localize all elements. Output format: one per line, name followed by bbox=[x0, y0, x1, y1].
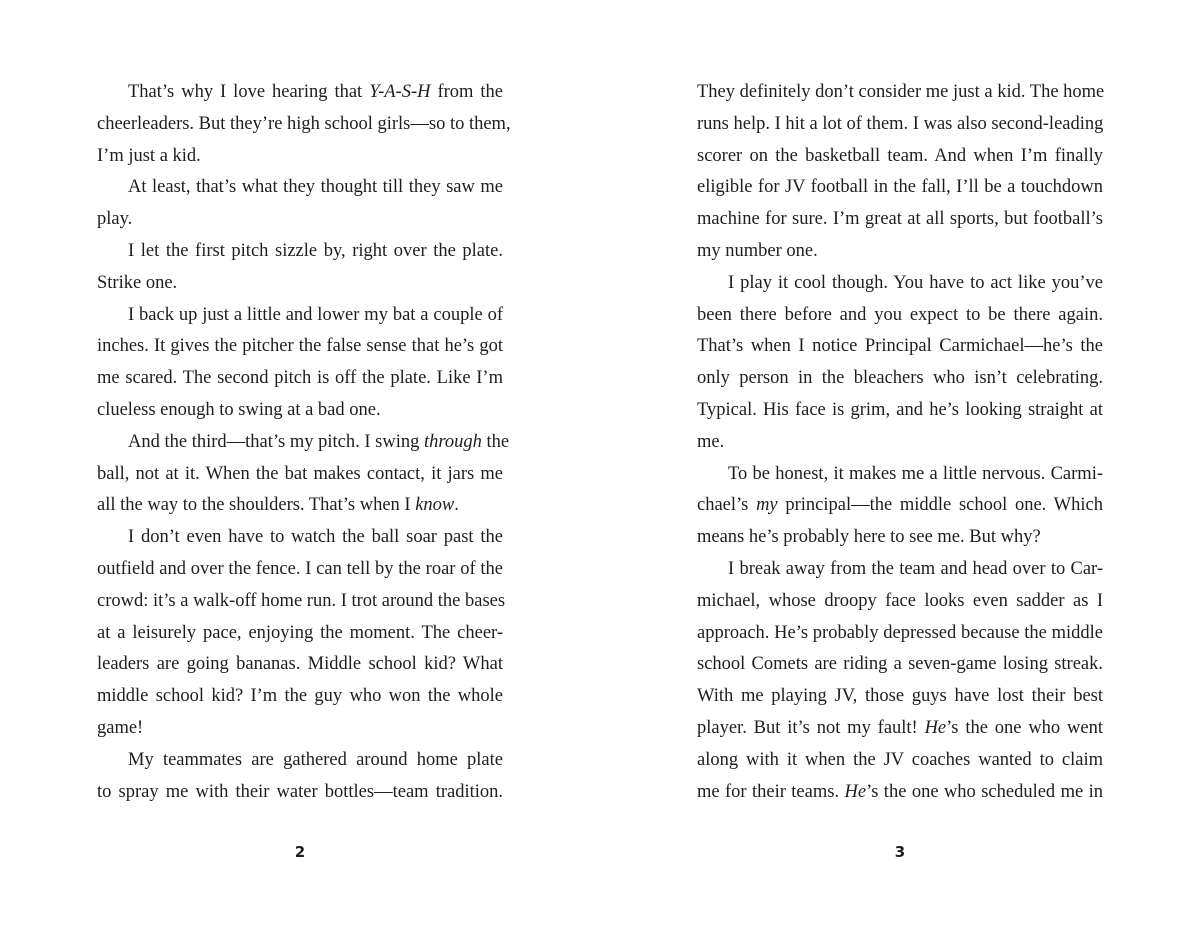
text-segment: all the way to the shoulders. That’s when I bbox=[97, 495, 416, 516]
text-line: at a leisurely pace, enjoying the moment. The cheer- bbox=[97, 622, 503, 643]
text-line: At least, that’s what they thought till they saw me bbox=[128, 177, 503, 198]
text-line: leaders are going bananas. Middle school kid? What bbox=[97, 654, 503, 675]
text-segment: from the bbox=[430, 82, 504, 102]
text-line bbox=[97, 490, 503, 522]
text-line: To be honest, it makes me a little nervous. Carmi- bbox=[728, 463, 1103, 484]
text-line: I back up just a little and lower my bat a couple of bbox=[128, 304, 503, 325]
text-line: Strike one. bbox=[97, 272, 178, 293]
text-segment: principal—the middle school one. Which bbox=[777, 495, 1103, 516]
text-line: ball, not at it. When the bat makes contact, it jars me bbox=[97, 463, 503, 484]
text-line: My teammates are gathered around home plate bbox=[128, 749, 503, 770]
italic-text: Y-A-S-H bbox=[369, 82, 431, 102]
text-segment: me for their teams. bbox=[697, 781, 845, 802]
text-segment: the bbox=[481, 431, 510, 452]
italic-text: know bbox=[415, 495, 455, 516]
right-page bbox=[600, 0, 1200, 930]
left-page-number: 2 bbox=[294, 843, 306, 861]
text-line: clueless enough to swing at a bad one. bbox=[97, 399, 381, 420]
text-line: With me playing JV, those guys have lost their best bbox=[697, 686, 1103, 707]
text-line: runs help. I hit a lot of them. I was also second-leading bbox=[697, 113, 1104, 134]
text-line bbox=[97, 427, 510, 459]
italic-text: my bbox=[756, 495, 778, 516]
text-line: scorer on the basketball team. And when I’m finally bbox=[697, 145, 1103, 166]
text-segment: chael’s bbox=[697, 495, 757, 516]
text-line: crowd: it’s a walk-off home run. I trot around the bases bbox=[97, 590, 506, 611]
right-page-text bbox=[697, 77, 1103, 808]
text-line: I’m just a kid. bbox=[97, 145, 201, 166]
text-line: They definitely don’t consider me just a kid. The home bbox=[697, 82, 1105, 102]
text-line: I don’t even have to watch the ball soar past the bbox=[128, 527, 503, 548]
text-segment: . bbox=[454, 495, 459, 516]
italic-text: He bbox=[844, 781, 867, 802]
text-segment: And the third—that’s my pitch. I swing bbox=[128, 431, 424, 452]
text-line: middle school kid? I’m the guy who won the whole bbox=[97, 686, 503, 707]
left-page-text bbox=[97, 77, 511, 808]
text-line bbox=[697, 713, 1103, 745]
text-line: along with it when the JV coaches wanted to claim bbox=[697, 749, 1103, 770]
text-line: play. bbox=[97, 209, 133, 230]
text-line: me. bbox=[697, 431, 725, 452]
text-segment: ’s the one who scheduled me in bbox=[866, 781, 1103, 802]
text-segment: player. But it’s not my fault! bbox=[697, 717, 925, 738]
text-segment: That’s why I love hearing that bbox=[128, 82, 370, 102]
text-line: michael, whose droopy face looks even sadder as I bbox=[697, 590, 1103, 611]
text-line: cheerleaders. But they’re high school girls—so to them, bbox=[97, 113, 511, 134]
right-page-number: 3 bbox=[894, 843, 906, 861]
text-line: my number one. bbox=[697, 240, 818, 261]
text-segment: ’s the one who went bbox=[946, 717, 1103, 738]
text-line: That’s when I notice Principal Carmichael—he’s the bbox=[697, 336, 1103, 357]
text-line: to spray me with their water bottles—team tradition. bbox=[97, 781, 503, 802]
italic-text: He bbox=[924, 717, 947, 738]
text-line: outfield and over the fence. I can tell by the roar of the bbox=[97, 558, 503, 579]
text-line bbox=[97, 77, 503, 109]
text-line: means he’s probably here to see me. But why? bbox=[697, 527, 1041, 548]
text-line: me scared. The second pitch is off the plate. Like I’m bbox=[97, 368, 503, 389]
text-line bbox=[697, 490, 1103, 522]
text-line: school Comets are riding a seven-game losing streak. bbox=[697, 654, 1103, 675]
text-line bbox=[697, 777, 1103, 809]
text-line: eligible for JV football in the fall, I’ll be a touchdown bbox=[697, 177, 1103, 198]
text-line: I play it cool though. You have to act like you’ve bbox=[728, 272, 1103, 293]
text-line: machine for sure. I’m great at all sports, but football’s bbox=[697, 209, 1103, 230]
text-line: been there before and you expect to be there again. bbox=[697, 304, 1103, 325]
text-line: inches. It gives the pitcher the false sense that he’s got bbox=[97, 336, 503, 357]
text-line: game! bbox=[97, 717, 144, 738]
text-line: I let the first pitch sizzle by, right over the plate. bbox=[128, 240, 503, 261]
text-line: Typical. His face is grim, and he’s looking straight at bbox=[697, 399, 1103, 420]
text-line: I break away from the team and head over to Car- bbox=[728, 558, 1103, 579]
text-line: approach. He’s probably depressed because the middle bbox=[697, 622, 1103, 643]
italic-text: through bbox=[423, 431, 482, 452]
text-line: only person in the bleachers who isn’t celebrating. bbox=[697, 368, 1103, 389]
